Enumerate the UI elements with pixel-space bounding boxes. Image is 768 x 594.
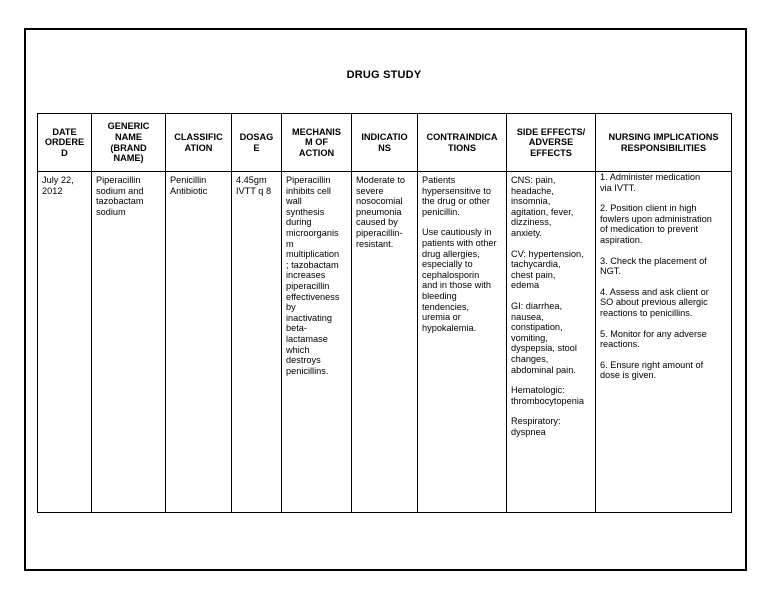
side-effect-item: CV: hypertension, tachycardia, chest pain, edema [511,248,584,291]
nursing-item: 5. Monitor for any adverse reactions. [600,328,707,350]
document-title: DRUG STUDY [346,69,422,81]
cell-indications: Moderate to severe nosocomial pneumonia caused by piperacillin- resistant. [352,172,418,513]
nursing-item: 4. Assess and ask client or SO about previous allergic reactions to penicillins. [600,286,709,318]
cell-classification: Penicillin Antibiotic [166,172,232,513]
header-nursing: NURSING IMPLICATIONS RESPONSIBILITIES [596,114,732,172]
cell-date: July 22, 2012 [38,172,92,513]
header-indications: INDICATIO NS [352,114,418,172]
cell-generic-name: Piperacillin sodium and tazobactam sodium [92,172,166,513]
cell-nursing [596,172,732,513]
header-mechanism: MECHANIS M OF ACTION [282,114,352,172]
side-effect-item: Respiratory: dyspnea [511,416,561,437]
nursing-item: 1. Administer medication via IVTT. [600,172,701,193]
contraindication-item: Patients hypersensitive to the drug or other penicillin. [422,175,491,217]
nursing-item: 6. Ensure right amount of dose is given. [600,359,704,381]
cell-contraindications [418,172,507,513]
nursing-item: 3. Check the placement of NGT. [600,255,707,277]
cell-mechanism: Piperacillin inhibits cell wall synthesis during microorganis m multiplication ; tazobactam increases piperacillin effectiveness by inactivating beta- lactamase which destroys penicillins. [282,172,352,513]
header-row [38,114,732,172]
header-classification: CLASSIFIC ATION [166,114,232,172]
drug-study-table [37,113,732,513]
header-generic-name: GENERIC NAME (BRAND NAME) [92,114,166,172]
table-row [38,172,732,513]
cell-side-effects [507,172,596,513]
header-contraindications: CONTRAINDICA TIONS [418,114,507,172]
side-effect-item: CNS: pain, headache, insomnia, agitation, fever, dizziness, anxiety. [511,175,574,238]
side-effect-item: GI: diarrhea, nausea, constipation, vomiting, dyspepsia, stool changes, abdominal pain. [511,300,577,375]
side-effect-item: Hematologic: thrombocytopenia [511,385,585,406]
cell-dosage: 4.45gm IVTT q 8 [232,172,282,513]
header-date-ordered: DATE ORDERE D [38,114,92,172]
header-dosage: DOSAG E [232,114,282,172]
nursing-item: 2. Position client in high fowlers upon administration of medication to prevent aspiration. [600,203,712,245]
contraindication-item: Use cautiously in patients with other drug allergies, especially to cephalosporin and in those with bleeding tendencies, uremia or hypokalemia. [422,227,497,333]
header-side-effects: SIDE EFFECTS/ ADVERSE EFFECTS [507,114,596,172]
